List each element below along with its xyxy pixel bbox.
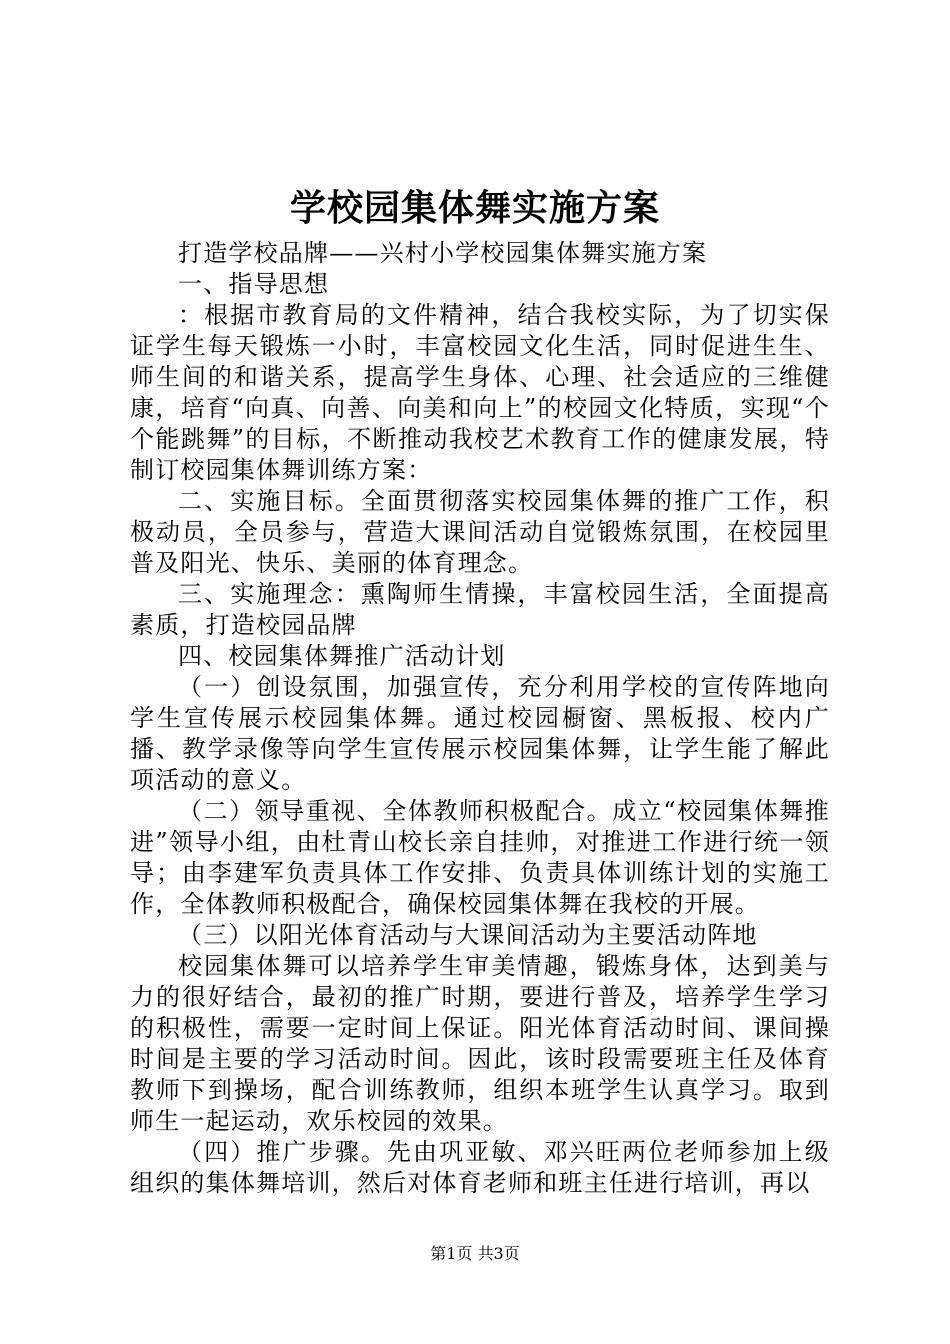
paragraph-plan-2: （二）领导重视、全体教师积极配合。成立“校园集体舞推进”领导小组，由杜青山校长亲自挂帅，对推进工作进行统一领导；由李建军负责具体工作安排、负责具体训练计划的实施工作，全体教师积极配合，确保校园集体舞在我校的开展。 — [130, 797, 830, 918]
section-heading-4: 四、校园集体舞推广活动计划 — [178, 642, 506, 670]
paragraph-goal: 二、实施目标。全面贯彻落实校园集体舞的推广工作，积极动员，全员参与，营造大课间活动自觉锻炼氛围，在校园里普及阳光、快乐、美丽的体育理念。 — [130, 487, 830, 577]
paragraph-plan-1: （一）创设氛围，加强宣传，充分利用学校的宣传阵地向学生宣传展示校园集体舞。通过校园橱窗、黑板报、校内广播、教学录像等向学生宣传展示校园集体舞，让学生能了解此项活动的意义。 — [130, 673, 830, 794]
page-number-footer: 第1页 共3页 — [430, 1244, 520, 1263]
paragraph-plan-4: （四）推广步骤。先由巩亚敏、邓兴旺两位老师参加上级组织的集体舞培训，然后对体育老师和班主任进行培训，再以 — [130, 1138, 830, 1197]
paragraph-plan-3-body: 校园集体舞可以培养学生审美情趣，锻炼身体，达到美与力的很好结合，最初的推广时期，要进行普及，培养学生学习的积极性，需要一定时间上保证。阳光体育活动时间、课间操时间是主要的学习活动时间。因此，该时段需要班主任及体育教师下到操场，配合训练教师，组织本班学生认真学习。取到师生一起运动，欢乐校园的效果。 — [130, 952, 830, 1135]
subtitle-paragraph: 打造学校品牌——兴村小学校园集体舞实施方案 — [178, 239, 708, 267]
paragraph-concept: 三、实施理念：熏陶师生情操，丰富校园生活，全面提高素质，打造校园品牌 — [130, 580, 830, 639]
document-body — [130, 238, 830, 1199]
paragraph-guiding-idea: ：根据市教育局的文件精神，结合我校实际，为了切实保证学生每天锻炼一小时，丰富校园文化生活，同时促进生生、师生间的和谐关系，提高学生身体、心理、社会适应的三维健康，培育“向真、向善、向美和向上”的校园文化特质，实现“个个能跳舞”的目标，不断推动我校艺术教育工作的健康发展，特制订校园集体舞训练方案： — [130, 301, 830, 484]
document-title: 学校园集体舞实施方案 — [289, 187, 660, 229]
paragraph-plan-3-heading: （三）以阳光体育活动与大课间活动为主要活动阵地 — [178, 921, 758, 949]
section-heading-1: 一、指导思想 — [178, 270, 330, 298]
